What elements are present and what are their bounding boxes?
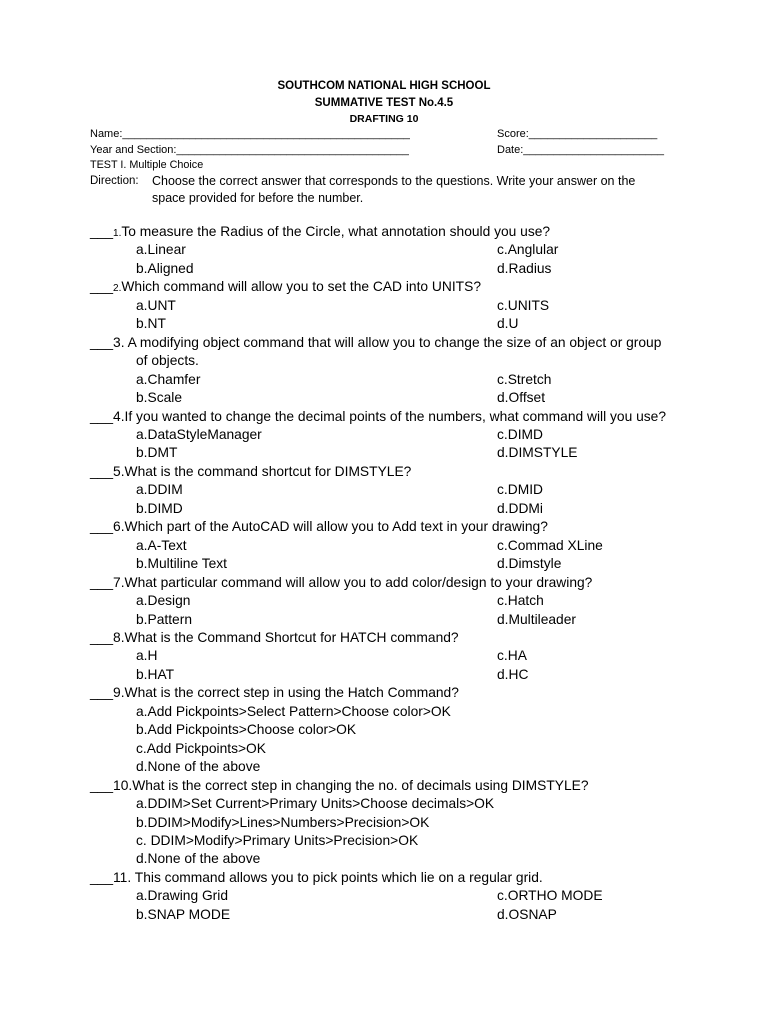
question-7 xyxy=(90,574,710,629)
question-number: 5. xyxy=(113,463,125,479)
options-row xyxy=(90,537,710,555)
question-stem xyxy=(90,777,710,795)
option-b: b.Aligned xyxy=(136,260,194,276)
options-row xyxy=(90,500,710,518)
option-a: a.Design xyxy=(136,593,191,609)
option-a: a.Linear xyxy=(136,242,186,258)
options-row xyxy=(90,481,710,499)
question-stem xyxy=(90,223,710,241)
options-row xyxy=(90,611,710,629)
question-stem xyxy=(90,684,710,702)
option-a: a.A-Text xyxy=(136,537,187,553)
option-a: a.DataStyleManager xyxy=(136,426,262,442)
options-row xyxy=(90,592,710,610)
question-list xyxy=(90,223,710,924)
option-a: a.DDIM xyxy=(136,482,183,498)
question-text: To measure the Radius of the Circle, what annotation should you use? xyxy=(121,224,551,239)
question-9 xyxy=(90,684,710,776)
option-c: c.DIMD xyxy=(497,426,543,442)
options-row xyxy=(90,850,710,868)
options-row xyxy=(90,906,710,924)
question-stem xyxy=(90,408,710,426)
option-d: d.U xyxy=(497,316,519,332)
answer-blank: ___ xyxy=(90,629,114,645)
option-d: d.HC xyxy=(497,666,529,682)
option-c: c.Commad XLine xyxy=(497,537,603,553)
question-text: What is the correct step in using the Hatch Command? xyxy=(124,685,459,701)
question-text: What is the Command Shortcut for HATCH command? xyxy=(124,629,459,645)
option-d: d.Multileader xyxy=(497,611,576,627)
score-field: Score:_____________________ xyxy=(497,128,658,140)
option-b: b.HAT xyxy=(136,666,175,682)
option-c: c.Stretch xyxy=(497,371,552,387)
direction-row-continued xyxy=(90,189,710,207)
option-c: c.Add Pickpoints>OK xyxy=(136,740,266,756)
options-row xyxy=(90,389,710,407)
answer-blank: ___ xyxy=(90,574,114,590)
option-d: d.OSNAP xyxy=(497,906,557,922)
option-c: c.ORTHO MODE xyxy=(497,888,603,904)
option-b: b.DIMD xyxy=(136,500,183,516)
option-a: a.Chamfer xyxy=(136,371,201,387)
question-text: What is the command shortcut for DIMSTYLE? xyxy=(124,463,412,479)
option-a: a.UNT xyxy=(136,297,176,313)
option-b: b.DMT xyxy=(136,445,178,461)
question-text: A modifying object command that will allow you to change the size of an object or group xyxy=(127,334,662,350)
question-number: 2. xyxy=(113,283,122,295)
option-a: a.Drawing Grid xyxy=(136,888,229,904)
option-d: d.Offset xyxy=(497,390,546,406)
direction-text-line2: space provided for before the number. xyxy=(152,191,364,205)
answer-blank: ___ xyxy=(90,334,114,350)
question-8 xyxy=(90,629,710,684)
question-stem xyxy=(90,518,710,536)
direction-row xyxy=(90,172,710,190)
question-text: What particular command will allow you to add color/design to your drawing? xyxy=(124,574,593,590)
options-row xyxy=(90,647,710,665)
answer-blank: ___ xyxy=(90,279,114,295)
direction-label: Direction: xyxy=(90,175,139,187)
question-text: What is the correct step in changing the no. of decimals using DIMSTYLE? xyxy=(132,777,589,793)
option-a: a.Add Pickpoints>Select Pattern>Choose color>OK xyxy=(136,703,451,719)
answer-blank: ___ xyxy=(90,519,114,535)
options-row xyxy=(90,371,710,389)
test-title: SUMMATIVE TEST No.4.5 xyxy=(314,97,454,109)
options-row xyxy=(90,241,710,259)
options-row xyxy=(90,758,710,776)
year-date-row xyxy=(90,142,690,158)
option-d: d.DDMi xyxy=(497,500,543,516)
question-2 xyxy=(90,278,710,333)
options-row xyxy=(90,703,710,721)
direction-text-line1: Choose the correct answer that corresponds to the questions. Write your answer on the xyxy=(152,174,636,188)
option-b: b.NT xyxy=(136,316,166,332)
option-a: a.DDIM>Set Current>Primary Units>Choose decimals>OK xyxy=(136,796,495,812)
question-number: 6. xyxy=(113,519,125,535)
options-row xyxy=(90,297,710,315)
name-score-row xyxy=(90,126,690,142)
option-d: d.Dimstyle xyxy=(497,556,562,572)
test-part-heading: TEST I. Multiple Choice xyxy=(90,159,204,171)
option-b: b.Pattern xyxy=(136,611,192,627)
question-text: If you wanted to change the decimal points of the numbers, what command will you use? xyxy=(124,408,666,424)
option-c: c.UNITS xyxy=(497,297,550,313)
options-row xyxy=(90,721,710,739)
answer-blank: ___ xyxy=(90,463,114,479)
question-stem xyxy=(90,574,710,592)
question-number: 4. xyxy=(113,408,125,424)
options-row xyxy=(90,887,710,905)
option-b: b.Multiline Text xyxy=(136,556,227,572)
school-name: SOUTHCOM NATIONAL HIGH SCHOOL xyxy=(277,80,491,92)
option-c: c.DMID xyxy=(497,482,543,498)
options-row xyxy=(90,315,710,333)
option-b: b.Add Pickpoints>Choose color>OK xyxy=(136,722,357,738)
answer-blank: ___ xyxy=(90,685,114,701)
question-stem xyxy=(90,629,710,647)
year-section-field: Year and Section:______________________________________ xyxy=(90,144,409,156)
option-d: d.None of the above xyxy=(136,759,261,775)
question-number: 1. xyxy=(113,228,122,239)
question-10 xyxy=(90,777,710,869)
question-4 xyxy=(90,408,710,463)
question-stem xyxy=(90,869,710,887)
question-number: 11. xyxy=(113,869,135,885)
question-1 xyxy=(90,223,710,278)
options-row xyxy=(90,832,710,850)
option-d: d.Radius xyxy=(497,260,552,276)
option-d: d.None of the above xyxy=(136,851,261,867)
question-text-line2: of objects. xyxy=(136,353,199,369)
answer-blank: ___ xyxy=(90,869,114,885)
options-row xyxy=(90,740,710,758)
question-text: This command allows you to pick points which lie on a regular grid. xyxy=(134,869,543,885)
question-number: 8. xyxy=(113,629,125,645)
options-row xyxy=(90,814,710,832)
question-number: 3. xyxy=(113,334,128,350)
question-stem-continued xyxy=(90,352,710,370)
question-text: Which command will allow you to set the CAD into UNITS? xyxy=(121,279,481,295)
question-text: Which part of the AutoCAD will allow you to Add text in your drawing? xyxy=(124,519,548,535)
option-b: b.DDIM>Modify>Lines>Numbers>Precision>OK xyxy=(136,814,430,830)
question-3 xyxy=(90,334,710,408)
option-a: a.H xyxy=(136,648,158,664)
question-number: 7. xyxy=(113,574,125,590)
options-row xyxy=(90,260,710,278)
subject-title: DRAFTING 10 xyxy=(349,113,419,125)
question-stem xyxy=(90,334,710,352)
option-c: c.HA xyxy=(497,648,527,664)
answer-blank: ___ xyxy=(90,224,114,239)
options-row xyxy=(90,795,710,813)
date-field: Date:_______________________ xyxy=(497,144,664,156)
question-5 xyxy=(90,463,710,518)
option-c: c.Hatch xyxy=(497,593,544,609)
options-row xyxy=(90,444,710,462)
question-stem xyxy=(90,463,710,481)
answer-blank: ___ xyxy=(90,777,114,793)
option-b: b.Scale xyxy=(136,390,183,406)
option-b: b.SNAP MODE xyxy=(136,906,231,922)
answer-blank: ___ xyxy=(90,408,114,424)
question-stem xyxy=(90,278,710,296)
question-11 xyxy=(90,869,710,924)
option-c: c.Anglular xyxy=(497,242,559,258)
name-field: Name:_______________________________________________ xyxy=(90,128,410,140)
question-number: 10. xyxy=(113,777,133,793)
options-row xyxy=(90,666,710,684)
question-6 xyxy=(90,518,710,573)
option-c: c. DDIM>Modify>Primary Units>Precision>OK xyxy=(136,832,419,848)
option-d: d.DIMSTYLE xyxy=(497,445,578,461)
question-number: 9. xyxy=(113,685,125,701)
options-row xyxy=(90,426,710,444)
options-row xyxy=(90,555,710,573)
